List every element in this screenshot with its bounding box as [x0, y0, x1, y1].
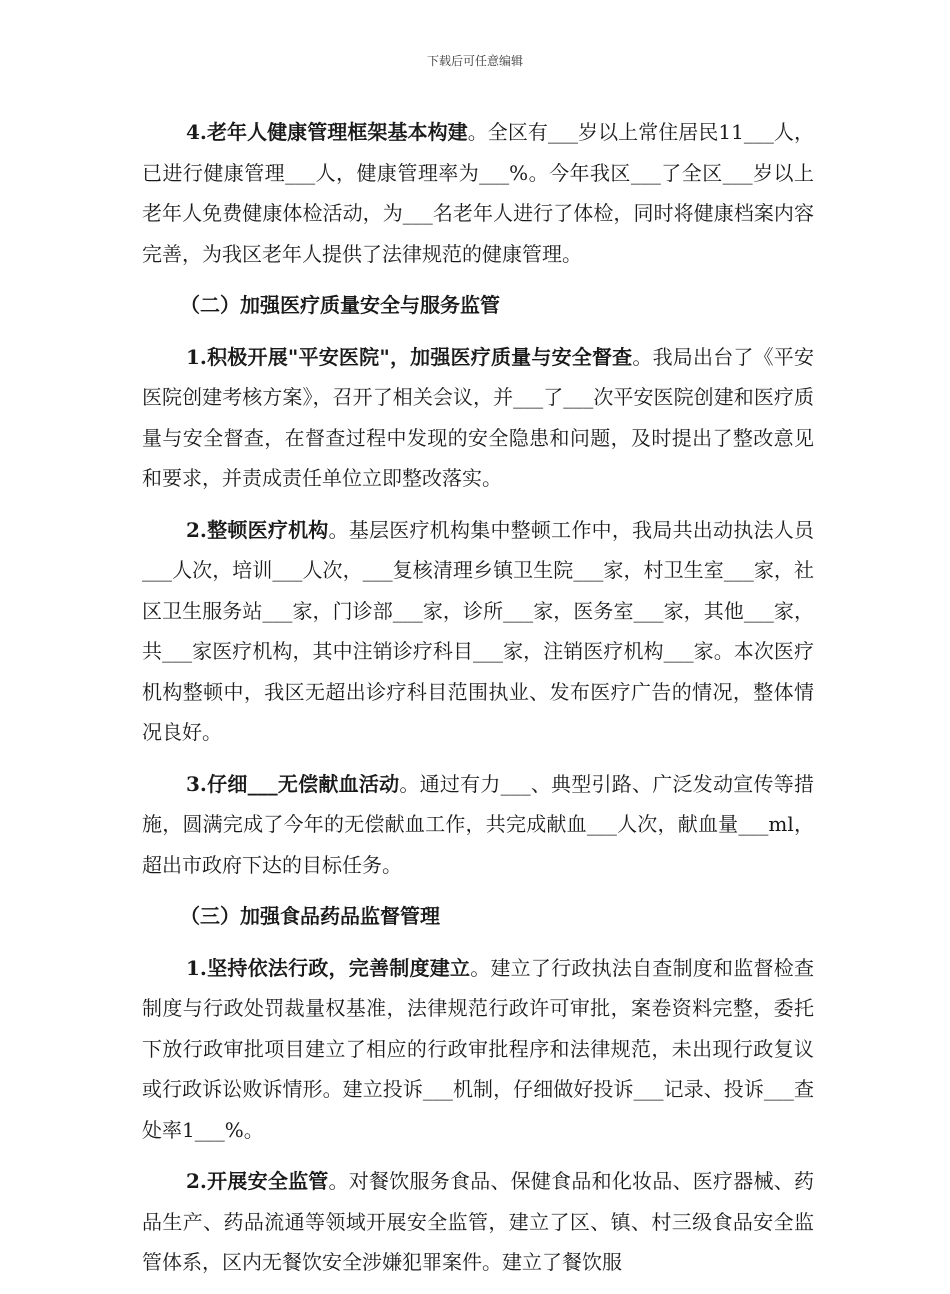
- paragraph-text: 。对餐饮服务食品、保健食品和化妆品、医疗器械、药品生产、药品流通等领域开展安全监管，建立了区、镇、村三级食品安全监管体系，区内无餐饮安全涉嫌犯罪案件。建立了餐饮服: [142, 1169, 814, 1274]
- paragraph-safety-supervision: [142, 1161, 814, 1283]
- paragraph-heading: 1.积极开展"平安医院"，加强医疗质量与安全督查: [186, 344, 633, 369]
- paragraph-text: 。我局出台了《平安医院创建考核方案》，召开了相关会议，并___了___次平安医院创建和医疗质量与安全督查，在督查过程中发现的安全隐患和问题，及时提出了整改意见和要求，并责成责任单位立即整改落实。: [142, 344, 815, 490]
- paragraph-heading: 1.坚持依法行政，完善制度建立: [186, 955, 471, 980]
- paragraph-heading: 2.整顿医疗机构: [186, 517, 329, 542]
- paragraph-safe-hospital: [142, 337, 814, 499]
- paragraph-heading: 2.开展安全监管: [186, 1169, 329, 1193]
- page-header-note: 下载后可任意编辑: [426, 54, 523, 68]
- paragraph-heading: 4.老年人健康管理框架基本构建: [186, 120, 468, 144]
- section-heading-medical-quality: （二）加强医疗质量安全与服务监管: [180, 293, 500, 317]
- paragraph-text: 。通过有力___、典型引路、广泛发动宣传等措施，圆满完成了今年的无偿献血工作，共完成献血___人次，献血量___ml，超出市政府下达的目标任务。: [142, 771, 815, 877]
- paragraph-text: 。建立了行政执法自查制度和监督检查制度与行政处罚裁量权基准，法律规范行政许可审批，案卷资料完整，委托下放行政审批项目建立了相应的行政审批程序和法律规范，未出现行政复议或行政诉讼败诉情形。建立投诉___机制，仔细做好投诉___记录、投诉___查处率1___%。: [142, 955, 814, 1142]
- section-heading-food-drug: （三）加强食品药品监督管理: [180, 904, 440, 928]
- paragraph-text: 。全区有___岁以上常住居民11___人，已进行健康管理___人，健康管理率为___%。今年我区___了全区___岁以上老年人免费健康体检活动，为___名老年人进行了体检，同时将健康档案内容完善，为我区老年人提供了法律规范的健康管理。: [142, 120, 814, 266]
- paragraph-text: 。基层医疗机构集中整顿工作中，我局共出动执法人员___人次，培训___人次，___复核清理乡镇卫生院___家，村卫生室___家，社区卫生服务站___家，门诊部___家，诊所___家，医务室___家，其他___家，共___家医疗机构，其中注销诊疗科目___家，注销医疗机构___家。本次医疗机构整顿中，我区无超出诊疗科目范围执业、发布医疗广告的情况，整体情况良好。: [142, 517, 814, 744]
- document-body: [142, 112, 814, 1294]
- paragraph-rectify-institutions: [142, 510, 814, 753]
- paragraph-lawful-administration: [142, 948, 814, 1151]
- paragraph-heading: 3.仔细___无偿献血活动: [186, 771, 400, 796]
- paragraph-elderly-health: [142, 112, 814, 274]
- paragraph-blood-donation: [142, 764, 814, 886]
